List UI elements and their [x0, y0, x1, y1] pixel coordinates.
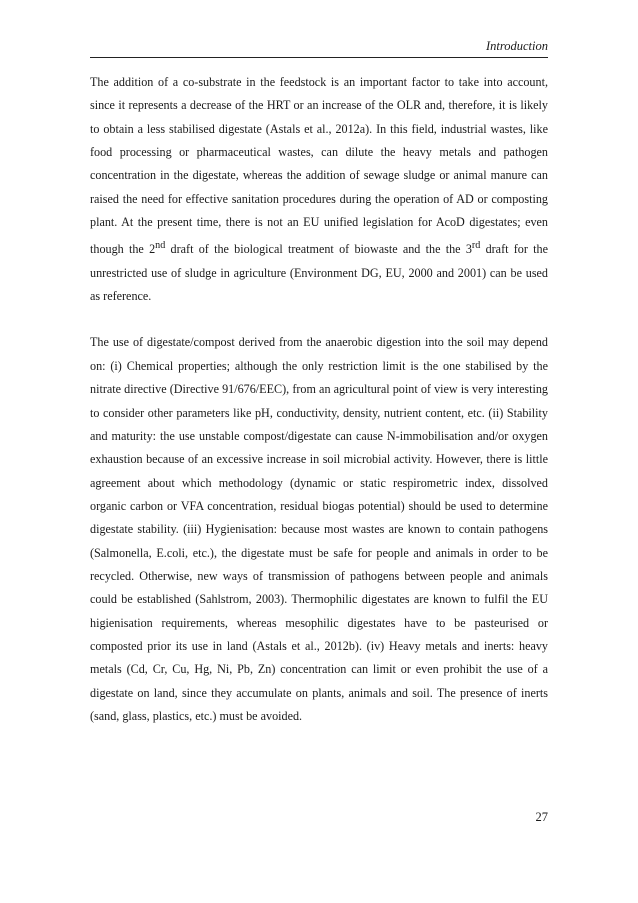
page-number: 27 — [535, 810, 548, 824]
paragraph-2 — [90, 331, 548, 728]
superscript-nd: nd — [155, 240, 166, 252]
body-text — [90, 71, 548, 728]
running-header-title: Introduction — [485, 39, 548, 53]
paragraph-1-text-3: draft for the unrestricted use of sludge in agriculture (Environment DG, EU, 2000 and 2001) can be used as reference. — [90, 242, 548, 304]
paragraph-1-text-2: draft of the biological treatment of biowaste and the the 3 — [165, 242, 472, 257]
paragraph-2-text-1: The use of digestate/compost derived from the anaerobic digestion into the soil may depend on: (i) Chemical properties; although the only restriction limit is the one stabilised by the nitrate directive (Directive 91/676/EEC), from an agricultural point of view is very interesting to consider other parameters like pH, conductivity, density, nutrient content, etc. (ii) Stability and maturity: the use unstable compost/digestate can cause N-immobilisation and/or oxygen exhaustion because of an excessive increase in soil microbial activity. However, there is little agreement about which methodology (dynamic or static respirometric index, dissolved organic carbon or VFA concentration, residual biogas potential) should be used to determine digestate stability. (iii) Hygienisation: because most wastes are known to contain pathogens (Salmonella, E.coli, etc.), the digestate must be safe for people and animals in order to be recycled. Otherwise, new ways of transmission of pathogens between people and animals could be established (Sahlstrom, 2003). Thermophilic digestates are known to fulfil the EU higienisation requirements, whereas mesophilic digestates have to be pasteurised or composted prior its use in land (Astals et al., 2012b). (iv) Heavy metals and inerts: heavy metals (Cd, Cr, Cu, Hg, Ni, Pb, Zn) concentration can limit or even prohibit the use of a digestate on land, since they accumulate on plants, animals and soil. The presence of inerts (sand, glass, plastics, etc.) must be avoided. — [90, 335, 548, 723]
header-rule — [90, 57, 548, 58]
superscript-rd: rd — [471, 240, 481, 252]
paragraph-1 — [90, 71, 548, 308]
paragraph-1-text-1: The addition of a co-substrate in the feedstock is an important factor to take into account, since it represents a decrease of the HRT or an increase of the OLR and, therefore, it is likely to obtain a less stabilised digestate (Astals et al., 2012a). In this field, industrial wastes, like food processing or pharmaceutical wastes, can dilute the heavy metals and pathogen concentration in the digestate, whereas the addition of sewage sludge or animal manure can raised the need for effective sanitation procedures during the operation of AD or composting plant. At the present time, there is not an EU unified legislation for AcoD digestates; even though the 2 — [90, 75, 548, 257]
